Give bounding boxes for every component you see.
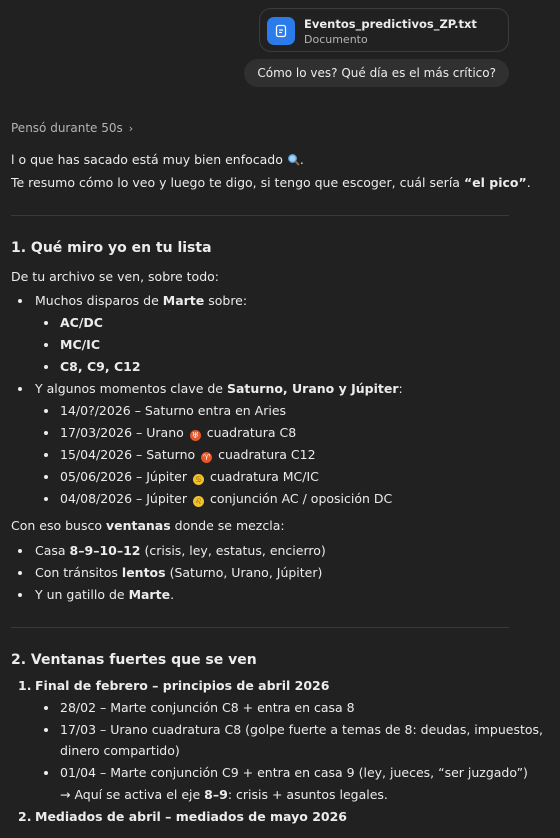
text: cuadratura C12: [214, 447, 316, 462]
thought-label: Pensó durante 50s: [11, 121, 123, 135]
bullet: [44, 343, 48, 347]
text-bold: ventanas: [105, 518, 171, 533]
attachment-file-name: Eventos_predictivos_ZP.txt: [304, 17, 477, 31]
text-bold: Saturno, Urano y Júpiter: [226, 381, 399, 396]
text: Y un gatillo de: [35, 587, 129, 602]
bullet: [44, 475, 48, 479]
bullet: [44, 409, 48, 413]
text: 17/03/2026 – Urano: [60, 425, 188, 440]
bullet: [18, 593, 22, 597]
list-item: [35, 381, 403, 396]
text-bold: 8–9: [204, 787, 228, 802]
text: 15/04/2026 – Saturno: [60, 447, 200, 462]
list-item: [35, 543, 326, 558]
text: (Saturno, Urano, Júpiter): [165, 565, 323, 580]
list-number: 1.: [18, 678, 32, 693]
list-item: [60, 425, 296, 441]
text: sobre:: [204, 293, 248, 308]
text: :: [398, 381, 403, 396]
document-icon: [267, 17, 295, 45]
list-item: [35, 565, 322, 580]
leo-symbol-icon: ♌: [194, 497, 203, 506]
list-item: [60, 469, 319, 485]
text: Muchos disparos de: [35, 293, 163, 308]
bullet: [18, 387, 22, 391]
list-item: [35, 293, 247, 308]
bullet: [44, 453, 48, 457]
window-2-title: Mediados de abril – mediados de mayo 2026: [35, 809, 347, 824]
list-item-continuation: dinero compartido): [60, 743, 180, 758]
bullet: [18, 299, 22, 303]
divider: [11, 215, 509, 216]
text: cuadratura MC/IC: [205, 469, 319, 484]
bullet: [44, 431, 48, 435]
attachment-file-type: Documento: [304, 33, 368, 46]
text: (crisis, ley, estatus, encierro): [140, 543, 326, 558]
list-item: [60, 447, 316, 463]
list-item: MC/IC: [60, 337, 101, 352]
bullet: [44, 365, 48, 369]
bullet: [44, 771, 48, 775]
list-item: C8, C9, C12: [60, 359, 141, 374]
divider: [11, 627, 509, 628]
bullet: [44, 706, 48, 710]
bullet: [44, 497, 48, 501]
list-item: AC/DC: [60, 315, 103, 330]
user-message-bubble: Cómo lo ves? Qué día es el más crítico?: [244, 59, 509, 87]
paragraph: [11, 518, 285, 533]
aries-symbol-icon: ♈: [203, 453, 211, 462]
text: : crisis + asuntos legales.: [227, 787, 388, 802]
bullet: [18, 571, 22, 575]
list-number: 2.: [18, 809, 32, 824]
bullet: [18, 549, 22, 553]
intro-line-2: [11, 175, 531, 190]
text-bold: Marte: [162, 293, 205, 308]
window-1-title: Final de febrero – principios de abril 2026: [35, 678, 330, 693]
list-item: [35, 587, 174, 602]
intro-text-2b: “el pico”: [463, 175, 527, 190]
text: 04/08/2026 – Júpiter: [60, 491, 191, 506]
note: [60, 787, 388, 802]
section-2-heading: 2. Ventanas fuertes que se ven: [11, 652, 257, 668]
attachment-card[interactable]: [259, 8, 509, 52]
thought-toggle[interactable]: [11, 121, 133, 135]
list-item: 14/0?/2026 – Saturno entra en Aries: [60, 403, 287, 418]
magnifier-icon: [287, 153, 300, 169]
text: Con tránsitos: [35, 565, 122, 580]
bullet: [44, 728, 48, 732]
text: conjunción AC / oposición DC: [205, 491, 393, 506]
list-item: 01/04 – Marte conjunción C9 + entra en casa 9 (ley, jueces, “ser juzgado”): [60, 765, 528, 780]
intro-text-2c: .: [526, 175, 531, 190]
text: donde se mezcla:: [170, 518, 285, 533]
text: → Aquí se activa el eje: [60, 787, 205, 802]
text: Con eso busco: [11, 518, 106, 533]
cancer-symbol-icon: ♋: [194, 475, 203, 484]
bullet: [44, 321, 48, 325]
text: 05/06/2026 – Júpiter: [60, 469, 191, 484]
section-1-lead: De tu archivo se ven, sobre todo:: [11, 269, 219, 284]
section-1-heading: 1. Qué miro yo en tu lista: [11, 240, 212, 256]
intro-text-2a: Te resumo cómo lo veo y luego te digo, si tengo que escoger, cuál sería: [11, 175, 464, 190]
chevron-right-icon: ›: [128, 121, 134, 135]
list-item: [60, 491, 392, 507]
text: cuadratura C8: [202, 425, 297, 440]
text-bold: 8–9–10–12: [69, 543, 141, 558]
text: Y algunos momentos clave de: [35, 381, 227, 396]
text-bold: Marte: [128, 587, 171, 602]
list-item: 17/03 – Urano cuadratura C8 (golpe fuerte a temas de 8: deudas, impuestos,: [60, 722, 544, 737]
text: Casa: [35, 543, 70, 558]
intro-text-1: l o que has sacado está muy bien enfocado: [11, 152, 283, 167]
uranus-symbol-icon: ♅: [191, 431, 199, 440]
intro-line-1: l o que has sacado está muy bien enfocado .: [11, 152, 304, 167]
text: .: [170, 587, 175, 602]
text-bold: lentos: [121, 565, 166, 580]
list-item: 28/02 – Marte conjunción C8 + entra en casa 8: [60, 700, 355, 715]
